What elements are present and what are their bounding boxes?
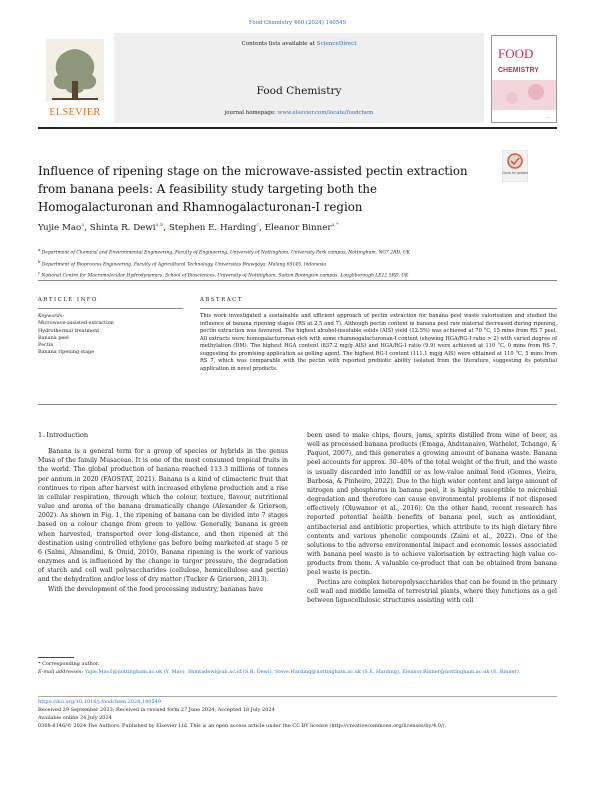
keywords-block [38,313,188,357]
sciencedirect-link[interactable]: ScienceDirect [316,41,357,47]
license-statement: 0308-8146/© 2024 The Authors. Published by Elsevier Ltd. This is an open access article under the CC BY license (http://creativecommons.org/licenses/by/4.0/). [38,722,447,729]
journal-header [38,33,557,125]
journal-reference[interactable]: Food Chemistry 460 (2024) 140549 [248,20,347,26]
crossmark-icon [502,150,528,182]
author-list [38,222,557,233]
journal-title: Food Chemistry [256,85,342,97]
keyword-item: Pectin [38,342,54,349]
header-divider [38,127,557,129]
keyword-list [38,320,188,356]
homepage-link[interactable]: www.elsevier.com/locate/foodchem [277,110,374,116]
elsevier-tree-icon [38,35,112,123]
body-paragraph: With the development of the food processing industry, bananas have [48,585,264,593]
email-line [38,669,557,677]
abstract-rule [200,308,557,309]
affiliation-text: Department of Chemical and Environmental Engineering, Faculty of Engineering, University of Nottingham, University Park campus, Nottingham, NG7 2RD, UK [41,250,410,256]
paragraph-group-right [307,431,557,605]
body-column-right [307,431,557,605]
article-info-heading: ARTICLE INFO [38,297,98,303]
elsevier-logo [38,35,112,123]
author-name[interactable]: Eleanor Binner [264,222,332,233]
footnotes [38,661,557,676]
author-separator: , [259,222,265,233]
homepage-line [114,110,484,116]
body-paragraph: Banana is a general term for a group of species or hybrids in the genus Musa of the family Musaceae. It is one of the most consumed tropical fruits in the world. The global production of banana reached 113.3 millions of tonnes per annum in 2020 (FAOSTAT, 2021). Banana is a kind of climacteric fruit that continues to ripen after harvest with increased ethylene production and a rise in cellular respiration, through which the colour, texture, flavour, nutritional value and aroma of the banana dramatically change (Alexander & Grierson, 2002). As shown in Fig. 1, the ripening of banana can be divided into 7 stages based on a colour change from green to yellow. Generally, banana is green when harvested, transported over long-distance, and then ripened at the destination using controlled ethylene gas before being marketed at stage 5 or 6 (Salmi, Almandimi, & Omid, 2010). Banana ripening is the work of various enzymes and is influenced by the change in turgor pressure, the degradation of starch and cell wall polysaccharides (cellulose, hemicellulose and pectin) and the dehydration and/or loss of dry matter (Tucker & Grierson, 2013). [38,448,288,584]
author-affiliation-mark[interactable]: a,b [155,222,164,228]
body-paragraph: been used to make chips, flours, jams, spirits distilled from wine of beer, as well as processed banana products (Emaga, Andrianaivo, Wathelet, Tchango, & Paquot, 2007), and this generates a growing amount of banana waste. Banana peel accounts for approx. 30–40% of the total weight of the fruit, and the waste is usually discarded into landfill or as low-value animal feed (Gomes, Vieira, Barbosa, & Pinheiro, 2022). Due to the high water content and large amount of nitrogen and phosphorus in banana peel, it is highly susceptible to microbial degradation and therefore can cause environmental problems if not disposed effectively (Oluwamor et al., 2016). On the other hand, recent research has reported potential health benefits of banana peel, such as antioxidant, antibacterial and antibiotic properties, which attribute to its high dietary fibre contents and various phenolic compounds (Zaini et al., 2022). One of the solutions to the adverse environmental impact and economic losses associated with banana peel waste is to achieve valorisation by extracting high value co-products from them. A valuable co-product that can be obtained from banana peel waste is pectin. [307,432,557,577]
affiliation-mark: c [38,271,41,276]
paragraph-group-left [38,447,288,594]
abstract-end-divider [38,404,557,405]
author-name[interactable]: Yujie Mao [38,222,82,233]
contents-prefix: Contents lists available at [241,41,317,47]
affiliation-mark: b [38,259,41,264]
affiliation-item [38,246,557,258]
author-affiliation-mark[interactable]: c [256,222,260,228]
header-info-panel [114,33,484,123]
body-paragraph: Pectins are complex heteropolysaccharides that can be found in the primary cell wall and middle lamella of terrestrial plants, where they functions as a gel between lignocellulosic structures assisting with cell [307,578,557,604]
doi-link[interactable]: https://doi.org/10.1016/j.foodchem.2024.140549 [38,699,162,705]
cover-title-line1: FOOD [498,46,534,61]
footnote-rule [38,657,74,658]
footnote-divider [38,696,557,697]
svg-text:...: ... [546,114,551,120]
email-addresses[interactable]: Yujie.Mao1@nottingham.ac.uk (Y. Mao), Shintadewi@ub.ac.id (S.R. Dewi), Steve.Harding@nottingham.ac.uk (S.E. Harding), Eleanor.Binner@nottingham.ac.uk (E. Binner). [84,668,521,675]
author-name[interactable]: Stephen E. Harding [168,222,257,233]
journal-cover-image [492,36,556,122]
affiliation-text: Department of Bioprocess Engineering, Faculty of Agricultural Technology, Universitas Brawijaya, Malang 65145, Indonesia [41,262,327,268]
section-heading-introduction: 1. Introduction [38,431,89,439]
author-affiliation-mark[interactable]: a,* [331,222,339,228]
author-affiliation-mark[interactable]: a [81,222,85,228]
keyword-item: Hydrothermal treatment [38,327,100,334]
paper-title: Influence of ripening stage on the microwave-assisted pectin extraction from banana peels: A feasibility study targeting both the Homogalacturonan and Rhamnogalacturonan-I region [38,164,468,214]
publication-info [38,699,557,731]
email-label: E-mail addresses: [38,668,84,675]
publisher-name: ELSEVIER [49,107,101,118]
affiliation-text: National Centre for Macromolecular Hydrodynamics, School of Biosciences, University of Nottingham, Sutton Bonington campus, Loughborough LE12 5RD, UK [41,273,409,279]
corresponding-author-note: * Corresponding author. [38,661,100,667]
author-name[interactable]: Shinta R. Dewi [89,222,156,233]
keyword-item: Banana peel [38,334,69,341]
contents-line [114,41,484,47]
affiliation-item [38,258,557,270]
homepage-prefix: journal homepage: [224,110,278,116]
article-info-rule [38,308,183,309]
affiliation-divider [38,280,557,281]
affiliation-list [38,246,557,281]
author-separator: , [84,222,90,233]
journal-cover[interactable] [491,35,557,123]
abstract-heading: ABSTRACT [200,297,243,303]
body-column-left [38,431,288,594]
crossmark-button[interactable] [502,150,528,182]
keywords-label: Keywords: [38,313,64,319]
received-dates: Received 29 September 2023; Received in revised form 27 June 2024; Accepted 18 July 2024 [38,706,275,713]
keyword-item: Microwave-assisted extraction [38,320,114,327]
available-online-date: Available online 24 July 2024 [38,714,112,721]
crossmark-label: Check for updates [502,171,528,175]
affiliation-mark: a [38,248,41,252]
abstract-text: This work investigated a sustainable and efficient approach of pectin extraction for banana peel waste valorisation and studied the influence of banana ripening stages (RS at 2,5 and 7). Although pectin content in banana peel raw material decreased during ripening, pectin extraction was favoured. The highest alcohol-insoluble solids (AIS) yield (12.5%) was achieved at 70 °C, 15 mins from RS 7 peel. All extracts were homogalacturonan-rich with some rhamnogalacturonan-I content (showing HGA/RG-I ratio > 2) with varied degree of methylation (DM). The highest HGA content (837.2 mg/g AIS) and HGA/RG-I ratio (9.9) were achieved at 110 °C, 0 mins from RS 7, suggesting its promising application as gelling agent. The highest RG-I content (111.1 mg/g AIS) were obtained at 110 °C, 5 mins from RS 7, which was comparable with the pectin with reported prebiotic ability isolated from the literature, suggesting its potential application in novel products. [200,313,557,372]
keyword-item: Banana ripening stage [38,349,95,356]
cover-title-line2: CHEMISTRY [498,67,539,74]
author-separator: , [163,222,169,233]
